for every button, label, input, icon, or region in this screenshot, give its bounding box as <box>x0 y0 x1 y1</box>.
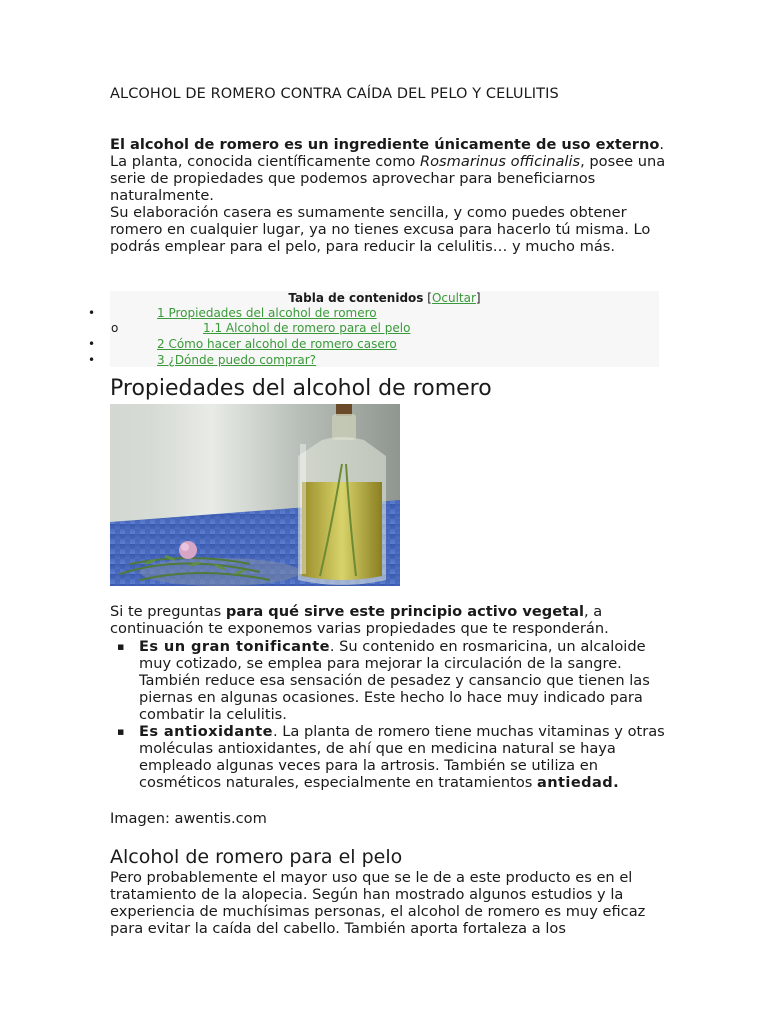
image-caption: Imagen: awentis.com <box>110 810 267 827</box>
intro-bold-lead: El alcohol de romero es un ingrediente únicamente de uso externo <box>110 136 660 153</box>
list-item-tail-bold: antiedad. <box>537 774 620 791</box>
section-1-paragraph <box>110 603 666 637</box>
intro-scientific-name: Rosmarinus officinalis <box>419 153 581 170</box>
section-1-intro-text <box>110 603 666 637</box>
properties-list <box>110 638 666 791</box>
intro-text-1: . La planta, conocida científicamente como <box>110 136 665 170</box>
toc-item-pelo[interactable]: 1.1 Alcohol de romero para el pelo <box>203 321 411 335</box>
list-item-text: . Su contenido en rosmaricina, un alcaloide muy cotizado, se emplea para mejorar la circulación de la sangre. También reduce esa sensación de pesadez y cansancio que tienen las piernas en algunas ocasiones. Este hecho lo hace muy indicado para combatir la celulitis. <box>139 638 650 723</box>
toc-bullet-4: • <box>88 353 96 367</box>
toc-title: Tabla de contenidos <box>288 291 424 305</box>
toc-item-como-hacer[interactable]: 2 Cómo hacer alcohol de romero casero <box>157 337 397 351</box>
list-item <box>110 638 666 723</box>
toc-bracket-close: ] <box>475 291 481 305</box>
section-heading-propiedades: Propiedades del alcohol de romero <box>110 376 492 401</box>
list-item-text: . La planta de romero tiene muchas vitaminas y otras moléculas antioxidantes, de ahí que en medicina natural se haya empleado algunas veces para la artrosis. También se utiliza en cosméticos naturales, especialmente en tratamientos <box>139 723 665 791</box>
intro-paragraph-2: Su elaboración casera es sumamente sencilla, y como puedes obtener romero en cualquier lugar, ya no tienes excusa para hacerlo tú misma. Lo podrás emplear para el pelo, para reducir la celulitis… y mucho más. <box>110 204 651 255</box>
toc-bullet-2: o <box>111 321 119 335</box>
document-title: ALCOHOL DE ROMERO CONTRA CAÍDA DEL PELO Y CELULITIS <box>110 86 559 102</box>
section-heading-pelo: Alcohol de romero para el pelo <box>110 846 403 868</box>
para-pre: Si te preguntas <box>110 603 226 620</box>
toc-item-propiedades[interactable]: 1 Propiedades del alcohol de romero <box>157 306 377 320</box>
toc-hide-link[interactable]: Ocultar <box>431 291 476 305</box>
para-post: , a continuación te exponemos varias propiedades que te responderán. <box>110 603 609 637</box>
intro-section <box>110 136 666 255</box>
list-bullet: ▪ <box>117 640 125 653</box>
intro-text-2: , posee una serie de propiedades que podemos aprovechar para beneficiarnos naturalmente. <box>110 153 666 204</box>
list-item-bold: Es antioxidante <box>139 723 273 740</box>
toc-item-comprar[interactable]: 3 ¿Dónde puedo comprar? <box>157 353 317 367</box>
section-2-paragraph <box>110 869 666 937</box>
toc-bracket-open: [ <box>427 291 432 305</box>
list-bullet: ▪ <box>117 725 125 738</box>
para-bold: para qué sirve este principio activo vegetal <box>225 603 584 620</box>
rosemary-alcohol-photo <box>110 404 400 586</box>
section-2-text: Pero probablemente el mayor uso que se le de a este producto es en el tratamiento de la alopecia. Según han mostrado algunos estudios y la experiencia de muchísimas personas, el alcohol de romero es muy eficaz para evitar la caída del cabello. También aporta fortaleza a los <box>110 869 646 937</box>
table-of-contents <box>88 291 659 367</box>
toc-bullet-1: • <box>88 306 96 320</box>
intro-paragraph <box>110 136 666 204</box>
list-item <box>110 723 666 791</box>
list-item-bold: Es un gran tonificante <box>139 638 330 655</box>
toc-bullet-3: • <box>88 337 96 351</box>
toc-header <box>110 291 659 305</box>
